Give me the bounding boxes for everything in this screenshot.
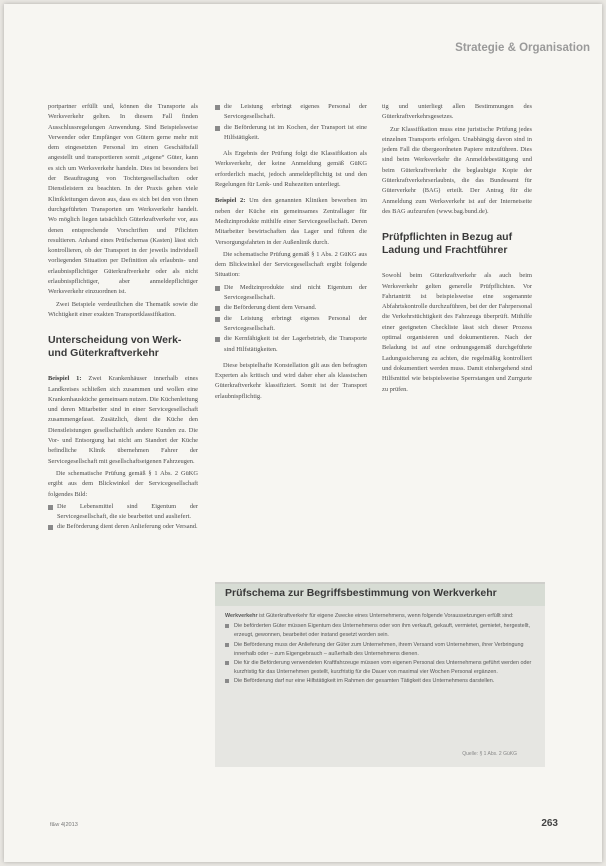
footer-publication: f&w 4|2013 xyxy=(50,822,78,828)
list-item: Die für die Beförderung verwendeten Kraftfahrzeuge müssen vom eigenen Personal des Unternehmens geführt werden oder kurzfristig für das Unternehmen gestellt, kurzfristig für die Dauer von maximal vier Wochen Personal ergänzen. xyxy=(225,659,535,677)
document-page xyxy=(4,4,602,862)
paragraph: tig und unterliegt allen Bestimmungen des Güterkraftverkehrsgesetzes. xyxy=(382,103,532,121)
info-box-source: Quelle: § 1 Abs. 2 GüKG xyxy=(462,750,517,757)
list-item: die Leistung erbringt eigenes Personal der Servicegesellschaft. xyxy=(215,102,367,123)
list-item: die Leistung erbringt eigenes Personal der Servicegesellschaft. xyxy=(215,314,367,335)
example-paragraph xyxy=(48,374,198,467)
list-item: die Beförderung ist im Kochen, der Transport ist eine Hilfstätigkeit. xyxy=(215,123,367,144)
list-item: die Kernfähigkeit ist der Lagerbetrieb, die Transporte sind Hilfstätigkeiten. xyxy=(215,334,367,355)
info-box-intro-text: ist Güterkraftverkehr für eigene Zwecke eines Unternehmens, wenn folgende Voraussetzungen erfüllt sind: xyxy=(259,613,514,619)
info-box-body xyxy=(215,606,545,687)
paragraph: portpartner erfüllt und, können die Transporte als Werksverkehr gelten. In diesem Fall finden Ausschlussregelungen Anwendung. Sind Beispielsweise Verwender oder Empfänger von Gütern gerne mehr mit dem eingesetzten Personal im einen Geschäftsfall angestellt und transportieren somit „eigene“ Güter, kann es sich um Werksverkehr handeln. Dies ist besonders bei der Beauftragung von Tochtergesellschaften oder Dienstleistern zu beachten. In der Praxis gehen viele Klinikleitungen davon aus, dass es sich bei den von ihnen durchgeführten Transporten um Werksverkehr handelt. Wo möglich liegen tatsächlich Güterkraftverkehr vor, aus denen entsprechende Vorschriften und Pflichten resultieren. Anhand eines Prüfschemas (Kasten) lässt sich kontrollieren, ob der Transport in der jeweils individuell vorliegenden Situation per Definition als erlaubnis- und erlaubnispflichtiger Güterkraftverkehr oder als nicht erlaubnispflichtiger, aber anmeldepflichtiger Werksverkehr einzuordnen ist. xyxy=(48,103,198,296)
list-item: Die Beförderung darf nur eine Hilfstätigkeit im Rahmen der gesamten Tätigkeit des Unternehmens darstellen. xyxy=(225,677,535,686)
info-box-title: Prüfschema zur Begriffsbestimmung von Werkverkehr xyxy=(215,584,545,606)
example-label: Beispiel 2: xyxy=(215,197,246,205)
section-heading: Prüfpflichten in Bezug auf Ladung und Frachtführer xyxy=(382,231,513,257)
column-1 xyxy=(48,102,198,535)
info-box-intro xyxy=(225,612,535,621)
info-box-intro-label: Werkverkehr xyxy=(225,613,258,619)
bullet-list xyxy=(48,502,198,533)
list-item: die Beförderung dient dem Versand. xyxy=(215,303,367,313)
paragraph: Zwei Beispiele verdeutlichen die Thematik sowie die Wichtigkeit einer exakten Transportklassifikation. xyxy=(48,300,198,318)
column-2 xyxy=(215,102,367,404)
section-heading: Unterscheidung von Werk- und Güterkraftverkehr xyxy=(48,334,182,360)
list-item: die Beförderung dient deren Anlieferung oder Versand. xyxy=(48,522,198,532)
example-text: Zwei Krankenhäuser innerhalb eines Landkreises schließen sich zusammen und wollen eine Krankenhausküche gemeinsam nutzen. Die Küchenleitung und deren Mitarbeiter sind in einer Servicegesellschaft zusammengefasst. Zusätzlich, dient die Küche den Dienstleistungen gesellschaftlich andere Kunden zu. Die Vor- und Entsorgung hat nicht am Standort der Küche befindliche Klinik übernehmen Fahrer der Servicegesellschaft mit gesellschaftseigenen Fahrzeugen. xyxy=(48,375,198,465)
paragraph: Zur Klassifikation muss eine juristische Prüfung jedes einzelnen Transports erfolgen. Unabhängig davon sind in jedem Fall die übergeordneten Papiere mitzuführen. Dies sind beim Werksverkehr die Anmeldebestätigung und beim Güterkraftverkehr die beglaubigte Kopie der Güterkraftverkehrserlaubnis, die das Bundesamt für Güterverkehr (BAG) erteilt. Der Antrag für die Anmeldung zum Werksverkehr ist auf der Internetseite des BAG aufzurufen (www.bag.bund.de). xyxy=(382,125,532,215)
paragraph: Als Ergebnis der Prüfung folgt die Klassifikation als Werksverkehr, der keine Anmeldung gemäß GüKG erforderlich macht, jedoch anmeldepflichtig ist und den Regelungen für Lenk- und Ruhezeiten unterliegt. xyxy=(215,150,367,189)
example-text: Um den genannten Kliniken beworben im neben der Küche ein gemeinsames Zentrallager für Medizinprodukte mithilfe einer Servicegesellschaft. Deren Mitarbeiter bewirtschaften das Lager und führen die Versorgungsfahrten in der Außenlinik durch. xyxy=(215,197,367,246)
section-label: Strategie & Organisation xyxy=(455,42,590,54)
list-item: Die Beförderung muss der Anlieferung der Güter zum Unternehmen, ihrem Versand vom Unternehmen, ihrer Verbringung innerhalb oder – zum Eigengebrauch – außerhalb des Unternehmens dienen. xyxy=(225,641,535,659)
page-number: 263 xyxy=(541,818,558,829)
list-item: Die Lebensmittel sind Eigentum der Servicegesellschaft, die sie bearbeitet und ausliefert. xyxy=(48,502,198,523)
info-box-list xyxy=(225,622,535,686)
paragraph: Sowohl beim Güterkraftverkehr als auch beim Werksverkehr gelten generelle Prüfpflichten. Vor Fahrtantritt ist beispielsweise eine sogenannte Abfahrtskontrolle durchzuführen, bei der der Fahrpersonal die Verkehrstüchtigkeit des Fahrzeugs überprüft. Mithilfe einer geeigneten Checkliste lässt sich dieser Prozess optimal organisieren und dokumentieren. Nach der Beladung ist auf eine ordnungsgemäß durchgeführte Ladungssicherung zu achten, die regelmäßig kontrolliert und dokumentiert werden muss. Damit einhergehend sind Hilfsmittel wie beispielsweise Sperrstangen und Zurrgurte zu prüfen. xyxy=(382,272,532,393)
paragraph: Die schematische Prüfung gemäß § 1 Abs. 2 GüKG ergibt aus dem Blickwinkel der Servicegesellschaft folgendes Bild: xyxy=(48,469,198,498)
info-box xyxy=(215,582,545,767)
list-item: Die Medizinprodukte sind nicht Eigentum der Servicegesellschaft. xyxy=(215,283,367,304)
column-3 xyxy=(382,102,532,397)
example-label: Beispiel 1: xyxy=(48,375,82,383)
paragraph: Die schematische Prüfung gemäß § 1 Abs. 2 GüKG aus dem Blickwinkel der Servicegesellschaft ergibt folgende Situation: xyxy=(215,250,367,279)
paragraph: Diese beispielhafte Konstellation gilt aus den befragten Experten als kritisch und wird daher eher als klassischen Güterkraftverkehr klassifiziert. Somit ist der Transport erlaubnispflichtig. xyxy=(215,361,367,400)
example-paragraph xyxy=(215,196,367,247)
list-item: Die beförderten Güter müssen Eigentum des Unternehmens oder von ihm verkauft, gekauft, vermietet, gemietet, hergestellt, erzeugt, gewonnen, bearbeitet oder instand gesetzt worden sein. xyxy=(225,622,535,640)
bullet-list xyxy=(215,283,367,355)
bullet-list xyxy=(215,102,367,143)
